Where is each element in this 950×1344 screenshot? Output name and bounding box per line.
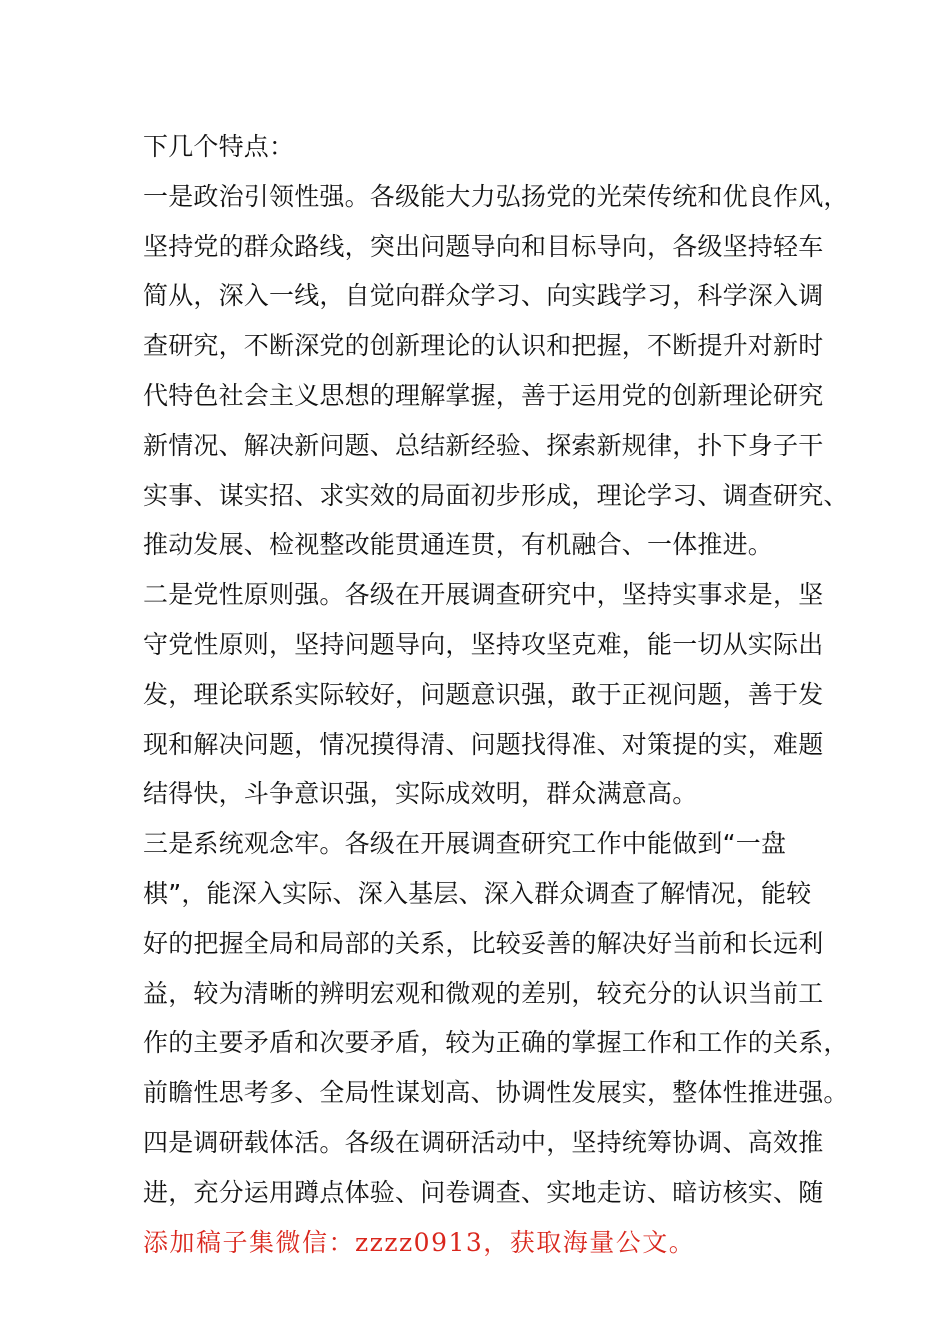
paragraph-line: 坚持党的群众路线，突出问题导向和目标导向，各级坚持轻车 — [143, 231, 824, 261]
paragraph-line: 代特色社会主义思想的理解掌握，善于运用党的创新理论研究 — [143, 380, 824, 410]
paragraph-line: 简从，深入一线，自觉向群众学习、向实践学习，科学深入调 — [143, 281, 824, 311]
paragraph-line: 棋”，能深入实际、深入基层、深入群众调查了解情况，能较 — [143, 878, 812, 908]
paragraph-line: 二是党性原则强。各级在开展调查研究中，坚持实事求是，坚 — [143, 580, 824, 610]
paragraph-line: 四是调研载体活。各级在调研活动中，坚持统筹协调、高效推 — [143, 1127, 824, 1157]
paragraph-line: 新情况、解决新问题、总结新经验、探索新规律，扑下身子干 — [143, 430, 824, 460]
paragraph-line: 查研究，不断深党的创新理论的认识和把握，不断提升对新时 — [143, 331, 824, 361]
paragraph-line: 益，较为清晰的辨明宏观和微观的差别，较充分的认识当前工 — [143, 978, 824, 1008]
paragraph-line: 好的把握全局和局部的关系，比较妥善的解决好当前和长远利 — [143, 928, 824, 958]
paragraph-line: 守党性原则，坚持问题导向，坚持攻坚克难，能一切从实际出 — [143, 629, 824, 659]
paragraph-line: 作的主要矛盾和次要矛盾，较为正确的掌握工作和工作的关系， — [143, 1028, 849, 1058]
footer-note: 添加稿子集微信：zzzz0913，获取海量公文。 — [143, 1227, 696, 1257]
paragraph-line: 结得快，斗争意识强，实际成效明，群众满意高。 — [143, 779, 698, 809]
paragraph-line: 推动发展、检视整改能贯通连贯，有机融合、一体推进。 — [143, 530, 774, 560]
paragraph-line: 前瞻性思考多、全局性谋划高、协调性发展实，整体性推进强。 — [143, 1078, 849, 1108]
paragraph-line: 一是政治引领性强。各级能大力弘扬党的光荣传统和优良作风， — [143, 181, 849, 211]
paragraph-line: 进，充分运用蹲点体验、问卷调查、实地走访、暗访核实、随 — [143, 1177, 824, 1207]
paragraph-line: 三是系统观念牢。各级在开展调查研究工作中能做到“一盘 — [143, 829, 787, 859]
paragraph-line: 发，理论联系实际较好，问题意识强，敢于正视问题，善于发 — [143, 679, 824, 709]
paragraph-line: 实事、谋实招、求实效的局面初步形成，理论学习、调查研究、 — [143, 480, 849, 510]
paragraph-line: 现和解决问题，情况摸得清、问题找得准、对策提的实，难题 — [143, 729, 824, 759]
document-body — [143, 122, 849, 1267]
paragraph-line: 下几个特点： — [143, 132, 295, 161]
